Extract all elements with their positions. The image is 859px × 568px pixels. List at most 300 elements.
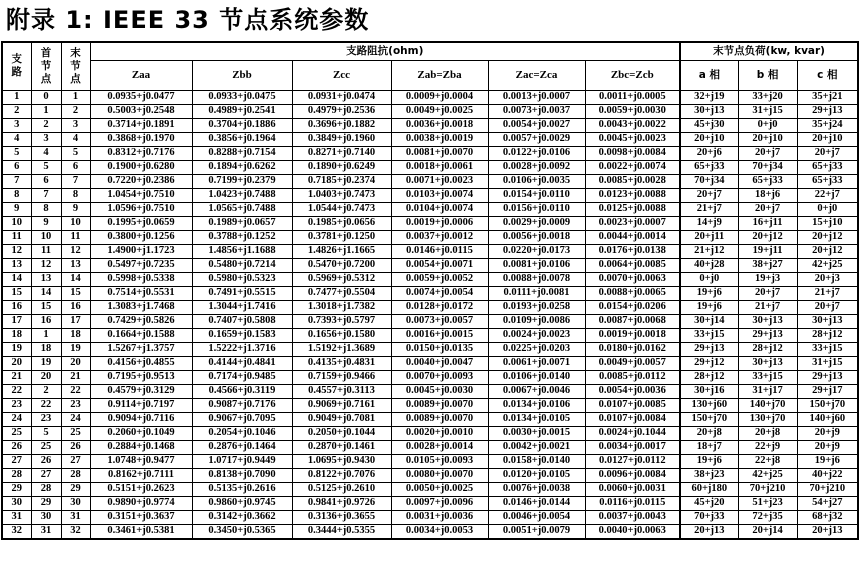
cell-from-node: 16 xyxy=(31,314,61,328)
cell-load-a: 18+j7 xyxy=(680,440,738,454)
cell-from-node: 25 xyxy=(31,440,61,454)
cell-load-a: 28+j12 xyxy=(680,370,738,384)
cell-load-c: 29+j17 xyxy=(797,384,858,398)
cell-zac: 0.0013+j0.0007 xyxy=(488,90,585,104)
cell-zcc: 0.9069+j0.7161 xyxy=(292,398,391,412)
cell-zaa: 0.3151+j0.3637 xyxy=(90,510,192,524)
cell-branch: 19 xyxy=(2,342,31,356)
cell-zbc: 0.0034+j0.0017 xyxy=(585,440,680,454)
cell-zab: 0.0034+j0.0053 xyxy=(391,524,488,539)
header-zac: Zac=Zca xyxy=(488,60,585,90)
cell-branch: 8 xyxy=(2,188,31,202)
cell-zcc: 0.4557+j0.3113 xyxy=(292,384,391,398)
cell-zaa: 0.0935+j0.0477 xyxy=(90,90,192,104)
cell-branch: 23 xyxy=(2,398,31,412)
cell-zab: 0.0019+j0.0006 xyxy=(391,216,488,230)
cell-load-b: 30+j13 xyxy=(738,314,797,328)
cell-load-a: 65+j33 xyxy=(680,160,738,174)
cell-zbb: 0.4144+j0.4841 xyxy=(192,356,292,370)
cell-zac: 0.0158+j0.0140 xyxy=(488,454,585,468)
table-row xyxy=(2,426,858,440)
table-header xyxy=(2,42,858,90)
cell-load-a: 14+j9 xyxy=(680,216,738,230)
cell-zbc: 0.0023+j0.0007 xyxy=(585,216,680,230)
cell-load-c: 65+j33 xyxy=(797,174,858,188)
cell-zac: 0.0220+j0.0173 xyxy=(488,244,585,258)
cell-zac: 0.0042+j0.0021 xyxy=(488,440,585,454)
cell-to-node: 8 xyxy=(61,188,90,202)
cell-zab: 0.0150+j0.0135 xyxy=(391,342,488,356)
cell-load-b: 20+j7 xyxy=(738,286,797,300)
cell-branch: 12 xyxy=(2,244,31,258)
cell-zcc: 0.7393+j0.5797 xyxy=(292,314,391,328)
cell-zcc: 1.0403+j0.7473 xyxy=(292,188,391,202)
cell-zaa: 0.5003+j0.2548 xyxy=(90,104,192,118)
cell-zbc: 0.0049+j0.0057 xyxy=(585,356,680,370)
cell-zac: 0.0109+j0.0086 xyxy=(488,314,585,328)
cell-from-node: 9 xyxy=(31,216,61,230)
parameter-table-container xyxy=(1,41,857,540)
header-impedance-group: 支路阻抗(ohm) xyxy=(90,42,680,60)
header-zaa: Zaa xyxy=(90,60,192,90)
cell-from-node: 0 xyxy=(31,90,61,104)
cell-to-node: 30 xyxy=(61,496,90,510)
cell-load-a: 20+j6 xyxy=(680,146,738,160)
cell-branch: 11 xyxy=(2,230,31,244)
cell-load-c: 21+j7 xyxy=(797,286,858,300)
cell-branch: 2 xyxy=(2,104,31,118)
cell-zab: 0.0036+j0.0018 xyxy=(391,118,488,132)
cell-zbb: 0.2876+j0.1464 xyxy=(192,440,292,454)
cell-zcc: 0.5470+j0.7200 xyxy=(292,258,391,272)
cell-zaa: 0.8312+j0.7176 xyxy=(90,146,192,160)
cell-branch: 31 xyxy=(2,510,31,524)
cell-load-b: 20+j14 xyxy=(738,524,797,539)
cell-load-a: 20+j10 xyxy=(680,132,738,146)
cell-load-a: 20+j7 xyxy=(680,188,738,202)
cell-branch: 5 xyxy=(2,146,31,160)
cell-zac: 0.0081+j0.0106 xyxy=(488,258,585,272)
cell-load-b: 20+j7 xyxy=(738,146,797,160)
cell-zaa: 1.0748+j0.9477 xyxy=(90,454,192,468)
cell-zbc: 0.0060+j0.0031 xyxy=(585,482,680,496)
cell-load-a: 30+j14 xyxy=(680,314,738,328)
table-row xyxy=(2,328,858,342)
cell-to-node: 22 xyxy=(61,384,90,398)
cell-zac: 0.0028+j0.0092 xyxy=(488,160,585,174)
cell-to-node: 27 xyxy=(61,454,90,468)
cell-zbb: 0.7407+j0.5808 xyxy=(192,314,292,328)
cell-load-b: 33+j20 xyxy=(738,90,797,104)
cell-zaa: 0.2060+j0.1049 xyxy=(90,426,192,440)
cell-branch: 26 xyxy=(2,440,31,454)
cell-zcc: 0.3444+j0.5355 xyxy=(292,524,391,539)
cell-load-c: 15+j10 xyxy=(797,216,858,230)
cell-load-c: 29+j13 xyxy=(797,370,858,384)
cell-load-a: 20+j8 xyxy=(680,426,738,440)
cell-zcc: 0.1985+j0.0656 xyxy=(292,216,391,230)
cell-to-node: 19 xyxy=(61,342,90,356)
cell-load-a: 20+j13 xyxy=(680,524,738,539)
cell-zcc: 0.8122+j0.7076 xyxy=(292,468,391,482)
cell-zab: 0.0105+j0.0093 xyxy=(391,454,488,468)
cell-zac: 0.0111+j0.0081 xyxy=(488,286,585,300)
cell-zac: 0.0073+j0.0037 xyxy=(488,104,585,118)
cell-load-b: 140+j70 xyxy=(738,398,797,412)
cell-zaa: 0.7514+j0.5531 xyxy=(90,286,192,300)
cell-load-a: 38+j23 xyxy=(680,468,738,482)
cell-load-b: 18+j6 xyxy=(738,188,797,202)
cell-from-node: 23 xyxy=(31,412,61,426)
table-row xyxy=(2,174,858,188)
cell-branch: 3 xyxy=(2,118,31,132)
cell-load-a: 20+j11 xyxy=(680,230,738,244)
cell-to-node: 24 xyxy=(61,412,90,426)
cell-zbc: 0.0096+j0.0084 xyxy=(585,468,680,482)
cell-zbb: 0.1989+j0.0657 xyxy=(192,216,292,230)
cell-load-a: 70+j34 xyxy=(680,174,738,188)
cell-zab: 0.0074+j0.0054 xyxy=(391,286,488,300)
cell-zab: 0.0040+j0.0047 xyxy=(391,356,488,370)
cell-to-node: 10 xyxy=(61,216,90,230)
header-phase-b: b 相 xyxy=(738,60,797,90)
cell-zac: 0.0193+j0.0258 xyxy=(488,300,585,314)
cell-zab: 0.0103+j0.0074 xyxy=(391,188,488,202)
table-row xyxy=(2,314,858,328)
table-row xyxy=(2,272,858,286)
cell-zbc: 0.0087+j0.0068 xyxy=(585,314,680,328)
cell-from-node: 1 xyxy=(31,104,61,118)
cell-zab: 0.0054+j0.0071 xyxy=(391,258,488,272)
cell-branch: 22 xyxy=(2,384,31,398)
header-branch-line-1: 支 xyxy=(11,53,22,66)
cell-zbb: 0.1659+j0.1583 xyxy=(192,328,292,342)
cell-zac: 0.0067+j0.0046 xyxy=(488,384,585,398)
cell-zab: 0.0037+j0.0012 xyxy=(391,230,488,244)
cell-load-a: 21+j7 xyxy=(680,202,738,216)
cell-load-b: 19+j3 xyxy=(738,272,797,286)
cell-to-node: 23 xyxy=(61,398,90,412)
cell-load-c: 140+j60 xyxy=(797,412,858,426)
cell-zcc: 1.3018+j1.7382 xyxy=(292,300,391,314)
table-row xyxy=(2,258,858,272)
cell-zbb: 0.3788+j0.1252 xyxy=(192,230,292,244)
cell-to-node: 18 xyxy=(61,328,90,342)
cell-zbb: 0.4566+j0.3119 xyxy=(192,384,292,398)
cell-load-b: 20+j7 xyxy=(738,202,797,216)
cell-load-b: 19+j11 xyxy=(738,244,797,258)
cell-to-node: 2 xyxy=(61,104,90,118)
cell-load-b: 31+j17 xyxy=(738,384,797,398)
cell-zac: 0.0061+j0.0071 xyxy=(488,356,585,370)
cell-zab: 0.0071+j0.0023 xyxy=(391,174,488,188)
cell-from-node: 2 xyxy=(31,118,61,132)
cell-from-node: 10 xyxy=(31,230,61,244)
cell-zaa: 1.3083+j1.7468 xyxy=(90,300,192,314)
cell-load-b: 31+j15 xyxy=(738,104,797,118)
table-row xyxy=(2,454,858,468)
table-row xyxy=(2,118,858,132)
cell-from-node: 18 xyxy=(31,342,61,356)
table-row xyxy=(2,146,858,160)
cell-load-c: 31+j15 xyxy=(797,356,858,370)
cell-load-a: 19+j6 xyxy=(680,454,738,468)
cell-zcc: 0.2870+j0.1461 xyxy=(292,440,391,454)
cell-load-a: 33+j15 xyxy=(680,328,738,342)
cell-zcc: 0.7185+j0.2374 xyxy=(292,174,391,188)
cell-zcc: 0.1656+j0.1580 xyxy=(292,328,391,342)
cell-zab: 0.0050+j0.0025 xyxy=(391,482,488,496)
cell-from-node: 5 xyxy=(31,160,61,174)
cell-zab: 0.0070+j0.0093 xyxy=(391,370,488,384)
cell-zcc: 1.0695+j0.9430 xyxy=(292,454,391,468)
cell-to-node: 26 xyxy=(61,440,90,454)
cell-load-a: 32+j19 xyxy=(680,90,738,104)
cell-zaa: 0.3868+j0.1970 xyxy=(90,132,192,146)
cell-zbb: 0.2054+j0.1046 xyxy=(192,426,292,440)
header-branch xyxy=(2,42,31,90)
cell-zaa: 1.4900+j1.1723 xyxy=(90,244,192,258)
table-row xyxy=(2,482,858,496)
cell-load-a: 29+j12 xyxy=(680,356,738,370)
header-branch-line-2: 路 xyxy=(11,66,22,79)
cell-load-c: 35+j21 xyxy=(797,90,858,104)
cell-zab: 0.0059+j0.0052 xyxy=(391,272,488,286)
cell-zaa: 1.0596+j0.7510 xyxy=(90,202,192,216)
cell-zbb: 0.8138+j0.7090 xyxy=(192,468,292,482)
cell-load-c: 22+j7 xyxy=(797,188,858,202)
cell-from-node: 31 xyxy=(31,524,61,539)
header-to-line-1: 末 xyxy=(70,46,81,59)
cell-load-a: 150+j70 xyxy=(680,412,738,426)
header-zbc: Zbc=Zcb xyxy=(585,60,680,90)
cell-load-c: 30+j13 xyxy=(797,314,858,328)
table-row xyxy=(2,90,858,104)
cell-zbc: 0.0019+j0.0018 xyxy=(585,328,680,342)
cell-zbc: 0.0125+j0.0088 xyxy=(585,202,680,216)
table-row xyxy=(2,230,858,244)
table-row xyxy=(2,370,858,384)
cell-zac: 0.0134+j0.0105 xyxy=(488,412,585,426)
header-phase-a: a 相 xyxy=(680,60,738,90)
table-row xyxy=(2,160,858,174)
cell-zbb: 0.1894+j0.6262 xyxy=(192,160,292,174)
cell-branch: 7 xyxy=(2,174,31,188)
cell-load-b: 16+j11 xyxy=(738,216,797,230)
cell-zaa: 0.9890+j0.9774 xyxy=(90,496,192,510)
cell-zab: 0.0073+j0.0057 xyxy=(391,314,488,328)
cell-branch: 15 xyxy=(2,286,31,300)
cell-branch: 17 xyxy=(2,314,31,328)
cell-zbb: 1.0565+j0.7488 xyxy=(192,202,292,216)
header-load-group: 末节点负荷(kw, kvar) xyxy=(680,42,858,60)
cell-zbb: 0.3704+j0.1886 xyxy=(192,118,292,132)
cell-zab: 0.0049+j0.0025 xyxy=(391,104,488,118)
cell-load-b: 38+j27 xyxy=(738,258,797,272)
cell-zcc: 0.9841+j0.9726 xyxy=(292,496,391,510)
cell-from-node: 13 xyxy=(31,272,61,286)
cell-load-b: 65+j33 xyxy=(738,174,797,188)
cell-zaa: 1.0454+j0.7510 xyxy=(90,188,192,202)
cell-zbb: 0.7199+j0.2379 xyxy=(192,174,292,188)
cell-zab: 0.0045+j0.0030 xyxy=(391,384,488,398)
cell-zbb: 1.4856+j1.1688 xyxy=(192,244,292,258)
cell-load-a: 30+j16 xyxy=(680,384,738,398)
cell-branch: 29 xyxy=(2,482,31,496)
cell-zcc: 0.4135+j0.4831 xyxy=(292,356,391,370)
cell-load-c: 68+j32 xyxy=(797,510,858,524)
cell-zbb: 1.0423+j0.7488 xyxy=(192,188,292,202)
cell-load-b: 70+j210 xyxy=(738,482,797,496)
cell-load-b: 33+j15 xyxy=(738,370,797,384)
cell-zaa: 1.5267+j1.3757 xyxy=(90,342,192,356)
cell-load-c: 70+j210 xyxy=(797,482,858,496)
cell-zaa: 0.3800+j0.1256 xyxy=(90,230,192,244)
cell-zac: 0.0029+j0.0009 xyxy=(488,216,585,230)
cell-zbb: 0.3856+j0.1964 xyxy=(192,132,292,146)
cell-branch: 1 xyxy=(2,90,31,104)
cell-load-c: 20+j9 xyxy=(797,440,858,454)
cell-zcc: 0.3849+j0.1960 xyxy=(292,132,391,146)
cell-load-a: 70+j33 xyxy=(680,510,738,524)
cell-zbc: 0.0045+j0.0023 xyxy=(585,132,680,146)
cell-load-a: 45+j30 xyxy=(680,118,738,132)
cell-to-node: 11 xyxy=(61,230,90,244)
cell-zaa: 0.1664+j0.1588 xyxy=(90,328,192,342)
cell-load-b: 42+j25 xyxy=(738,468,797,482)
table-row xyxy=(2,468,858,482)
cell-load-c: 54+j27 xyxy=(797,496,858,510)
cell-load-b: 0+j0 xyxy=(738,118,797,132)
cell-to-node: 21 xyxy=(61,370,90,384)
cell-load-b: 22+j8 xyxy=(738,454,797,468)
cell-load-b: 21+j7 xyxy=(738,300,797,314)
cell-zbb: 0.5135+j0.2616 xyxy=(192,482,292,496)
cell-branch: 18 xyxy=(2,328,31,342)
cell-zbb: 0.4989+j0.2541 xyxy=(192,104,292,118)
cell-zac: 0.0156+j0.0110 xyxy=(488,202,585,216)
cell-zac: 0.0088+j0.0078 xyxy=(488,272,585,286)
cell-to-node: 17 xyxy=(61,314,90,328)
cell-zaa: 0.5998+j0.5338 xyxy=(90,272,192,286)
cell-zbc: 0.0085+j0.0028 xyxy=(585,174,680,188)
header-to-line-2: 节 xyxy=(70,59,81,72)
cell-zac: 0.0225+j0.0203 xyxy=(488,342,585,356)
cell-zab: 0.0038+j0.0019 xyxy=(391,132,488,146)
cell-load-c: 0+j0 xyxy=(797,202,858,216)
cell-load-c: 150+j70 xyxy=(797,398,858,412)
cell-zcc: 1.4826+j1.1665 xyxy=(292,244,391,258)
cell-from-node: 3 xyxy=(31,132,61,146)
cell-zaa: 0.9114+j0.7197 xyxy=(90,398,192,412)
cell-zbc: 0.0064+j0.0085 xyxy=(585,258,680,272)
cell-zaa: 0.4156+j0.4855 xyxy=(90,356,192,370)
cell-load-a: 40+j28 xyxy=(680,258,738,272)
header-zcc: Zcc xyxy=(292,60,391,90)
cell-branch: 9 xyxy=(2,202,31,216)
cell-zac: 0.0076+j0.0038 xyxy=(488,482,585,496)
cell-branch: 30 xyxy=(2,496,31,510)
cell-from-node: 7 xyxy=(31,188,61,202)
cell-zab: 0.0016+j0.0015 xyxy=(391,328,488,342)
cell-zab: 0.0104+j0.0074 xyxy=(391,202,488,216)
table-row xyxy=(2,202,858,216)
cell-zcc: 0.3136+j0.3655 xyxy=(292,510,391,524)
cell-to-node: 14 xyxy=(61,272,90,286)
cell-zac: 0.0134+j0.0106 xyxy=(488,398,585,412)
cell-load-a: 29+j13 xyxy=(680,342,738,356)
cell-load-b: 20+j12 xyxy=(738,230,797,244)
cell-load-c: 40+j22 xyxy=(797,468,858,482)
cell-zaa: 0.7220+j0.2386 xyxy=(90,174,192,188)
cell-zbc: 0.0098+j0.0084 xyxy=(585,146,680,160)
cell-zaa: 0.8162+j0.7111 xyxy=(90,468,192,482)
cell-zaa: 0.1995+j0.0659 xyxy=(90,216,192,230)
cell-to-node: 5 xyxy=(61,146,90,160)
cell-zbc: 0.0059+j0.0030 xyxy=(585,104,680,118)
table-row xyxy=(2,132,858,146)
cell-load-c: 65+j33 xyxy=(797,160,858,174)
cell-zaa: 0.5497+j0.7235 xyxy=(90,258,192,272)
cell-zbc: 0.0107+j0.0084 xyxy=(585,412,680,426)
cell-from-node: 26 xyxy=(31,454,61,468)
cell-load-a: 21+j12 xyxy=(680,244,738,258)
cell-from-node: 27 xyxy=(31,468,61,482)
cell-zbc: 0.0107+j0.0085 xyxy=(585,398,680,412)
table-row xyxy=(2,216,858,230)
cell-load-b: 70+j34 xyxy=(738,160,797,174)
cell-load-c: 28+j12 xyxy=(797,328,858,342)
cell-from-node: 30 xyxy=(31,510,61,524)
cell-zcc: 0.9049+j0.7081 xyxy=(292,412,391,426)
cell-zcc: 0.2050+j0.1044 xyxy=(292,426,391,440)
cell-zab: 0.0009+j0.0004 xyxy=(391,90,488,104)
cell-to-node: 20 xyxy=(61,356,90,370)
cell-load-b: 130+j70 xyxy=(738,412,797,426)
cell-zbc: 0.0116+j0.0115 xyxy=(585,496,680,510)
cell-from-node: 4 xyxy=(31,146,61,160)
cell-load-a: 130+j60 xyxy=(680,398,738,412)
cell-load-c: 33+j15 xyxy=(797,342,858,356)
cell-zbc: 0.0011+j0.0005 xyxy=(585,90,680,104)
table-row xyxy=(2,524,858,539)
cell-zab: 0.0028+j0.0014 xyxy=(391,440,488,454)
cell-load-c: 20+j13 xyxy=(797,524,858,539)
cell-zbc: 0.0024+j0.1044 xyxy=(585,426,680,440)
cell-zaa: 0.7195+j0.9513 xyxy=(90,370,192,384)
cell-zbb: 0.3450+j0.5365 xyxy=(192,524,292,539)
table-row xyxy=(2,510,858,524)
cell-zab: 0.0089+j0.0070 xyxy=(391,412,488,426)
cell-zac: 0.0122+j0.0106 xyxy=(488,146,585,160)
cell-from-node: 1 xyxy=(31,328,61,342)
cell-zbc: 0.0043+j0.0022 xyxy=(585,118,680,132)
table-row xyxy=(2,356,858,370)
cell-zbc: 0.0123+j0.0088 xyxy=(585,188,680,202)
cell-zab: 0.0018+j0.0061 xyxy=(391,160,488,174)
cell-load-b: 20+j10 xyxy=(738,132,797,146)
cell-zbc: 0.0022+j0.0074 xyxy=(585,160,680,174)
cell-zbb: 0.8288+j0.7154 xyxy=(192,146,292,160)
cell-load-c: 19+j6 xyxy=(797,454,858,468)
cell-branch: 25 xyxy=(2,426,31,440)
cell-zbc: 0.0040+j0.0063 xyxy=(585,524,680,539)
cell-zab: 0.0146+j0.0115 xyxy=(391,244,488,258)
cell-zbb: 0.0933+j0.0475 xyxy=(192,90,292,104)
table-row xyxy=(2,188,858,202)
table-row xyxy=(2,286,858,300)
ieee33-parameter-table xyxy=(1,41,859,540)
